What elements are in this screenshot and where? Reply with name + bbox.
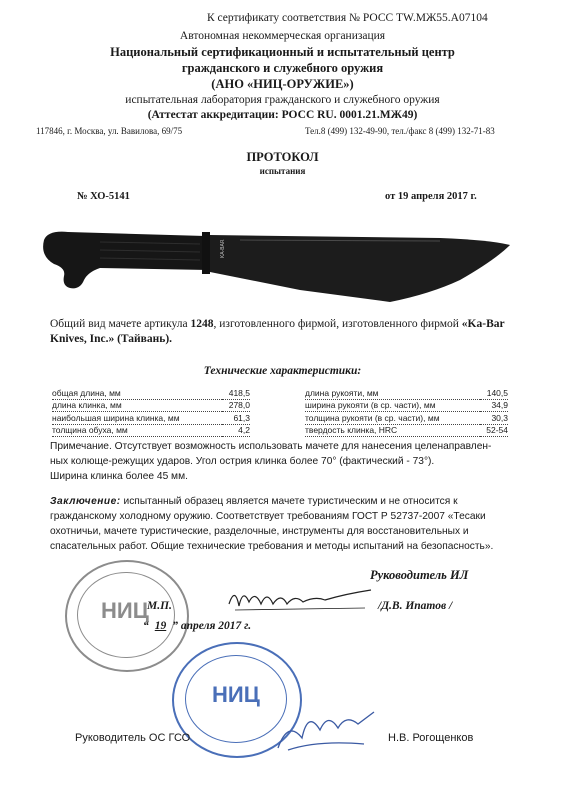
conclusion-line1	[50, 496, 458, 507]
specs-title: Технические характеристики:	[203, 365, 362, 377]
protocol-subtitle: испытания	[259, 166, 306, 176]
address: 117846, г. Москва, ул. Вавилова, 69/75	[36, 126, 183, 136]
blade-mark: KA-BAR	[220, 239, 226, 258]
spec-label: ширина рукояти (в ср. части), мм	[305, 399, 480, 412]
image-caption-line2	[50, 333, 172, 345]
spec-row	[305, 424, 508, 437]
caption-article: 1248	[190, 318, 214, 330]
sign-date-rest: апреля 2017 г.	[178, 620, 252, 632]
conclusion-line3: охотничьи, мачете туристические, разделочные, инструменты для восстановительных и	[50, 526, 469, 537]
os-head-title: Руководитель ОС ГСО	[75, 732, 191, 744]
phones: Тел.8 (499) 132-49-90, тел./факс 8 (499) 132-71-83	[305, 126, 495, 136]
caption-prefix: Общий вид мачете артикула	[50, 318, 191, 330]
caption-maker: «Ka-Bar	[461, 318, 505, 330]
center-abbreviation: (АНО «НИЦ-ОРУЖИЕ»)	[211, 77, 354, 91]
note-line1: Примечание. Отсутствует возможность использовать мачете для нанесения целенаправлен-	[50, 441, 492, 452]
caption-maker-cont: Knives, Inc.»	[50, 333, 115, 345]
conclusion-line4: спасательных работ. Общие технические требования и методы испытаний на безопасность».	[50, 541, 494, 552]
il-head-title: Руководитель ИЛ	[370, 568, 469, 582]
stamp-logo: НИЦ	[101, 598, 149, 623]
lab-name: испытательная лаборатория гражданского и служебного оружия	[125, 94, 440, 106]
spec-value: 52-54	[480, 424, 508, 437]
machete-blade	[210, 235, 510, 302]
spec-label: длина рукояти, мм	[305, 387, 480, 399]
il-head-name: /Д.В. Ипатов /	[378, 600, 453, 612]
specs-right-table	[305, 387, 508, 437]
spec-row	[52, 412, 250, 425]
spec-row	[305, 387, 508, 399]
mp-label: М.П.	[147, 600, 172, 612]
spec-label: твердость клинка, HRC	[305, 424, 480, 437]
spec-row	[305, 412, 508, 425]
spec-label: длина клинка, мм	[52, 399, 222, 412]
org-type: Автономная некоммерческая организация	[179, 30, 386, 42]
note-line2: ных колюще-режущих ударов. Угол острия клинка более 70° (фактический - 73°).	[50, 456, 435, 467]
protocol-title: ПРОТОКОЛ	[246, 150, 319, 164]
center-name-line2: гражданского и служебного оружия	[181, 61, 384, 75]
os-head-name: Н.В. Рогощенков	[388, 732, 474, 744]
spec-value: 418,5	[222, 387, 250, 399]
organization-stamp	[65, 560, 189, 672]
spec-value: 34,9	[480, 399, 508, 412]
specs-left-table	[52, 387, 250, 437]
conclusion-line2: гражданскому холодному оружию. Соответствует требованиям ГОСТ Р 52737-2007 «Тесаки	[50, 511, 486, 522]
sign-date	[143, 620, 251, 632]
certificate-reference: К сертификату соответствия № РОСС TW.МЖ55.А07104	[207, 12, 488, 24]
spec-label: толщина рукояти (в ср. части), мм	[305, 412, 480, 425]
spec-value: 61,3	[222, 412, 250, 425]
spec-row	[52, 424, 250, 437]
os-signature	[268, 700, 378, 756]
conclusion-text: испытанный образец является мачете туристическим и не относится к	[120, 496, 458, 507]
spec-value: 30,3	[480, 412, 508, 425]
spec-row	[52, 399, 250, 412]
caption-mid: , изготовленного фирмой, изготовленного фирмой	[213, 318, 462, 330]
note-line3: Ширина клинка более 45 мм.	[50, 471, 188, 482]
sign-date-open-quote: “	[143, 620, 149, 632]
spec-label: общая длина, мм	[52, 387, 222, 399]
image-caption-line1	[50, 318, 505, 330]
caption-country: (Тайвань).	[114, 333, 173, 345]
protocol-date: от 19 апреля 2017 г.	[385, 191, 477, 202]
spec-label: толщина обуха, мм	[52, 424, 222, 437]
stamp-logo-blue: НИЦ	[212, 682, 260, 707]
spec-row	[52, 387, 250, 399]
spec-value: 278,0	[222, 399, 250, 412]
spec-value: 140,5	[480, 387, 508, 399]
sign-date-day: 19	[154, 620, 167, 632]
spec-label: наибольшая ширина клинка, мм	[52, 412, 222, 425]
protocol-number: № ХО-5141	[77, 191, 130, 202]
center-name-line1: Национальный сертификационный и испытательный центр	[110, 45, 455, 59]
accreditation: (Аттестат аккредитации: РОСС RU. 0001.21.МЖ49)	[147, 109, 418, 121]
il-signature	[225, 582, 375, 618]
conclusion-label: Заключение:	[50, 496, 121, 507]
spec-row	[305, 399, 508, 412]
spec-value: 4,2	[222, 424, 250, 437]
machete-image	[40, 210, 520, 310]
sign-date-close-quote: ”	[172, 620, 178, 632]
